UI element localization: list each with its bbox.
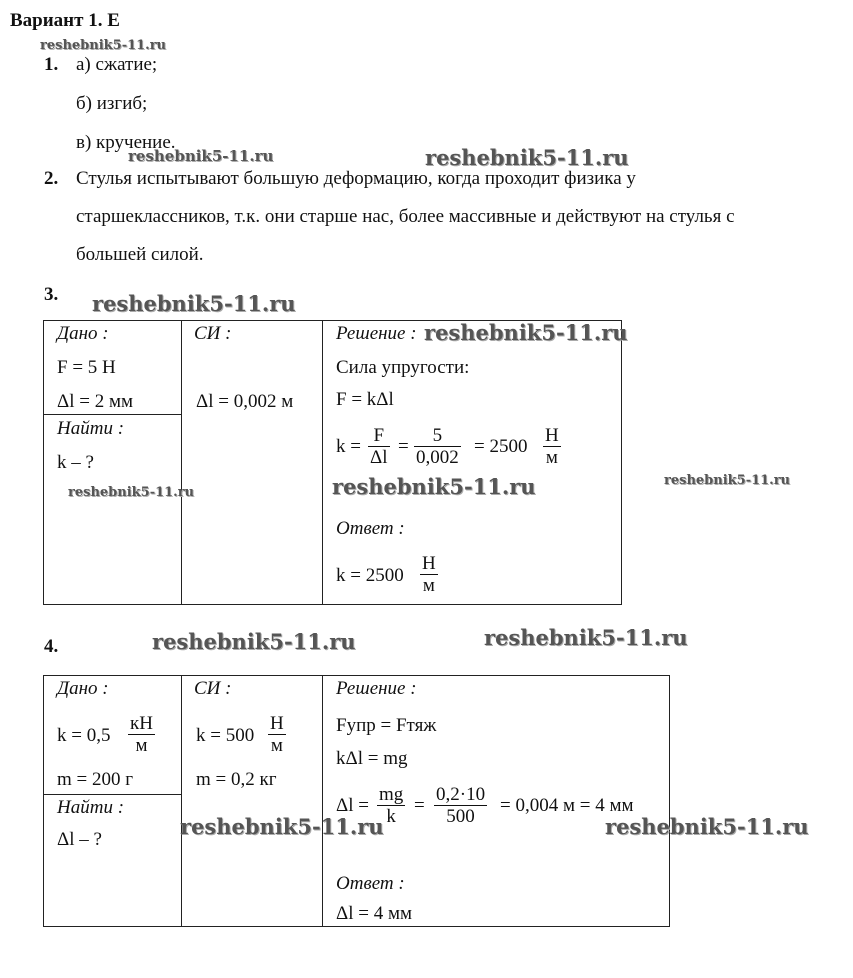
answer-line: а) сжатие;	[76, 54, 158, 75]
answer-line: большей силой.	[76, 244, 204, 265]
given-label: Дано :	[57, 678, 109, 699]
given-value: m = 200 г	[57, 769, 134, 790]
watermark: reshebnik5-11.ru	[180, 814, 384, 839]
watermark: reshebnik5-11.ru	[605, 814, 809, 839]
unit-fraction: Н м	[422, 553, 436, 596]
unit-fraction: кН м	[130, 713, 153, 756]
watermark: reshebnik5-11.ru	[424, 320, 628, 345]
result: = 2500	[474, 436, 528, 457]
si-label: СИ :	[194, 323, 232, 344]
solution-label: Решение :	[336, 323, 417, 344]
unit-fraction: Н м	[270, 713, 284, 756]
watermark: reshebnik5-11.ru	[40, 38, 167, 53]
solution-formula: F = kΔl	[336, 389, 394, 410]
answer-label: Ответ :	[336, 873, 405, 894]
watermark: reshebnik5-11.ru	[92, 291, 296, 316]
watermark: reshebnik5-11.ru	[152, 629, 356, 654]
question-number: 4.	[44, 636, 59, 657]
answer-line: старшеклассников, т.к. они старше нас, более массивные и действуют на стулья с	[76, 206, 735, 227]
solution-table	[43, 320, 622, 605]
watermark: reshebnik5-11.ru	[484, 625, 688, 650]
given-label: Дано :	[57, 323, 109, 344]
watermark: reshebnik5-11.ru	[425, 145, 629, 170]
find-value: Δl – ?	[57, 829, 102, 850]
question-number: 1.	[44, 54, 59, 75]
solution-label: Решение :	[336, 678, 417, 699]
given-value: F = 5 Н	[57, 357, 116, 378]
given-value: k = 0,5	[57, 725, 111, 746]
answer-value: Δl = 4 мм	[336, 903, 413, 924]
unit-fraction: Н м	[545, 425, 559, 468]
question-number: 2.	[44, 168, 59, 189]
si-value: Δl = 0,002 м	[196, 391, 294, 412]
result: = 0,004 м = 4 мм	[500, 795, 634, 816]
watermark: reshebnik5-11.ru	[68, 485, 195, 500]
table-column-divider	[181, 320, 323, 605]
solution-formula: Δl =	[336, 795, 369, 816]
watermark: reshebnik5-11.ru	[664, 473, 791, 488]
table-divider	[43, 794, 182, 795]
watermark: reshebnik5-11.ru	[332, 474, 536, 499]
solution-formula: kΔl = mg	[336, 748, 408, 769]
solution-formula: Fупр = Fтяж	[336, 715, 437, 736]
page-title: Вариант 1. Е	[10, 10, 120, 31]
fraction: $\frac{mg}{k}$	[379, 784, 404, 827]
solution-line: Сила упругости:	[336, 357, 470, 378]
watermark: reshebnik5-11.ru	[128, 147, 274, 165]
equals: =	[414, 795, 425, 816]
table-divider	[43, 414, 182, 415]
answer-line: Стулья испытывают большую деформацию, когда проходит физика у	[76, 168, 636, 189]
find-label: Найти :	[57, 797, 125, 818]
solution-formula: k =	[336, 436, 361, 457]
answer-line: б) изгиб;	[76, 93, 148, 114]
answer-value: k = 2500	[336, 565, 404, 586]
answer-line: в) кручение.	[76, 132, 176, 153]
given-value: Δl = 2 мм	[57, 391, 134, 412]
answer-label: Ответ :	[336, 518, 405, 539]
find-label: Найти :	[57, 418, 125, 439]
question-number: 3.	[44, 284, 59, 305]
fraction: $\frac{F}{\Delta l}$	[370, 425, 388, 468]
si-label: СИ :	[194, 678, 232, 699]
fraction: $\frac{0,2\cdot 10}{500}$	[436, 784, 486, 827]
si-value: k = 500	[196, 725, 255, 746]
si-value: m = 0,2 кг	[196, 769, 277, 790]
table-column-divider	[181, 675, 323, 927]
find-value: k – ?	[57, 452, 94, 473]
equals: =	[398, 436, 409, 457]
fraction: $\frac{5}{0,002}$	[416, 425, 459, 468]
